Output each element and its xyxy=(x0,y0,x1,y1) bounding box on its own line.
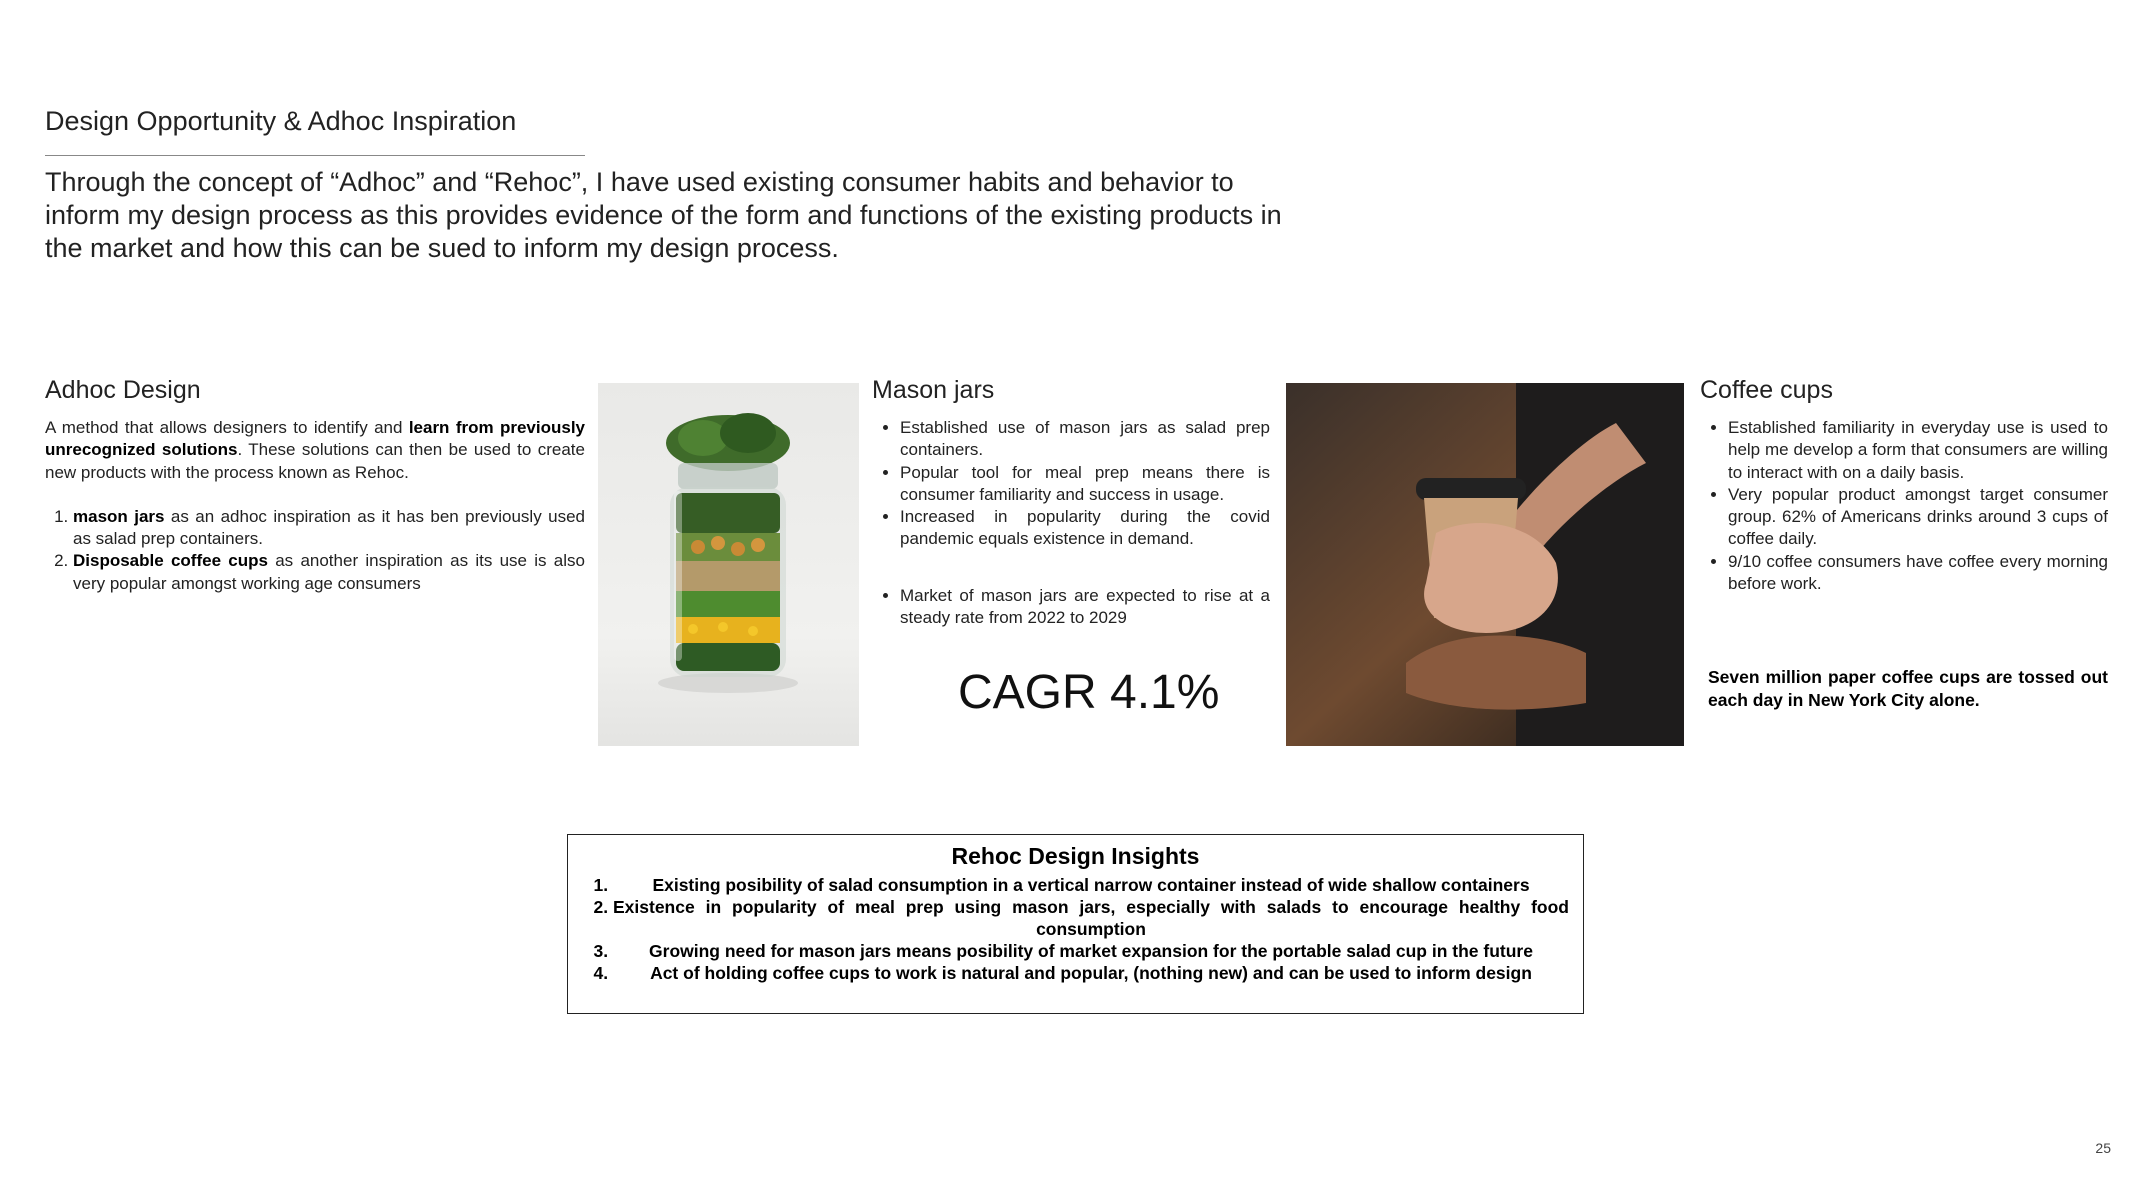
coffee-waste-note: Seven million paper coffee cups are tossed out each day in New York City alone. xyxy=(1708,667,2108,710)
adhoc-section xyxy=(45,376,585,595)
list-item: 4. Act of holding coffee cups to work is natural and popular, (nothing new) and can be used to inform design xyxy=(613,962,1569,984)
header-divider xyxy=(45,155,585,156)
mason-title: Mason jars xyxy=(872,376,995,404)
list-item: • Very popular product amongst target consumer group. 62% of Americans drinks around 3 cups of coffee daily. xyxy=(1728,484,2108,551)
mason-section xyxy=(872,376,1270,629)
list-item-text: as another inspiration as its use is also very popular amongst working age consumers xyxy=(73,551,585,593)
list-item: • Established use of mason jars as salad prep containers. xyxy=(900,417,1270,462)
insights-title: Rehoc Design Insights xyxy=(951,843,1200,869)
adhoc-description xyxy=(45,417,585,484)
adhoc-desc-bold: learn from previously unrecognized solutions xyxy=(45,418,586,460)
cagr-stat: CAGR 4.1% xyxy=(958,666,1220,719)
adhoc-title: Adhoc Design xyxy=(45,376,201,404)
list-item-bold: Disposable coffee cups xyxy=(73,551,268,571)
list-item: • Market of mason jars are expected to rise at a steady rate from 2022 to 2029 xyxy=(900,585,1270,630)
list-item: • 9/10 coffee consumers have coffee every morning before work. xyxy=(1728,551,2108,596)
coffee-section xyxy=(1700,376,2108,595)
list-item-text: as an adhoc inspiration as it has ben previously used as salad prep containers. xyxy=(73,506,585,549)
list-item: • Established familiarity in everyday use is used to help me develop a form that consumers are willing to interact with on a daily basis. xyxy=(1728,417,2108,484)
rehoc-insights-box xyxy=(567,834,1584,1014)
coffee-cup-handoff-photo xyxy=(1286,383,1684,746)
insights-list xyxy=(568,874,1583,984)
list-item-bold: mason jars xyxy=(73,506,165,526)
list-item: • Increased in popularity during the covid pandemic equals existence in demand. xyxy=(900,506,1270,551)
list-item: 3. Growing need for mason jars means posibility of market expansion for the portable salad cup in the future xyxy=(613,940,1569,962)
list-item: 1. Existing posibility of salad consumption in a vertical narrow container instead of wide shallow containers xyxy=(613,874,1569,896)
adhoc-inspiration-list xyxy=(45,506,585,595)
mason-market-bullet xyxy=(872,585,1270,630)
slide-kicker: Design Opportunity & Adhoc Inspiration xyxy=(45,106,517,136)
adhoc-desc-text: A method that allows designers to identify and xyxy=(45,418,409,437)
list-item xyxy=(73,550,585,595)
list-item: • Popular tool for meal prep means there is consumer familiarity and success in usage. xyxy=(900,462,1270,507)
adhoc-desc-text-end: . These solutions can then be used to create new products with the process known as Rehoc. xyxy=(45,440,585,482)
list-item xyxy=(73,506,585,551)
mason-jar-salad-photo xyxy=(598,383,859,746)
list-item: 2. Existence in popularity of meal prep using mason jars, especially with salads to encourage healthy food consumption xyxy=(613,896,1569,940)
coffee-bullets xyxy=(1700,417,2108,595)
page-number: 25 xyxy=(2095,1140,2111,1156)
intro-paragraph: Through the concept of “Adhoc” and “Rehoc”, I have used existing consumer habits and behavior to inform my design process as this provides evidence of the form and functions of the existing products in the market and how this can be sued to inform my design process. xyxy=(45,167,1282,263)
coffee-title: Coffee cups xyxy=(1700,376,1833,404)
mason-bullets xyxy=(872,417,1270,551)
